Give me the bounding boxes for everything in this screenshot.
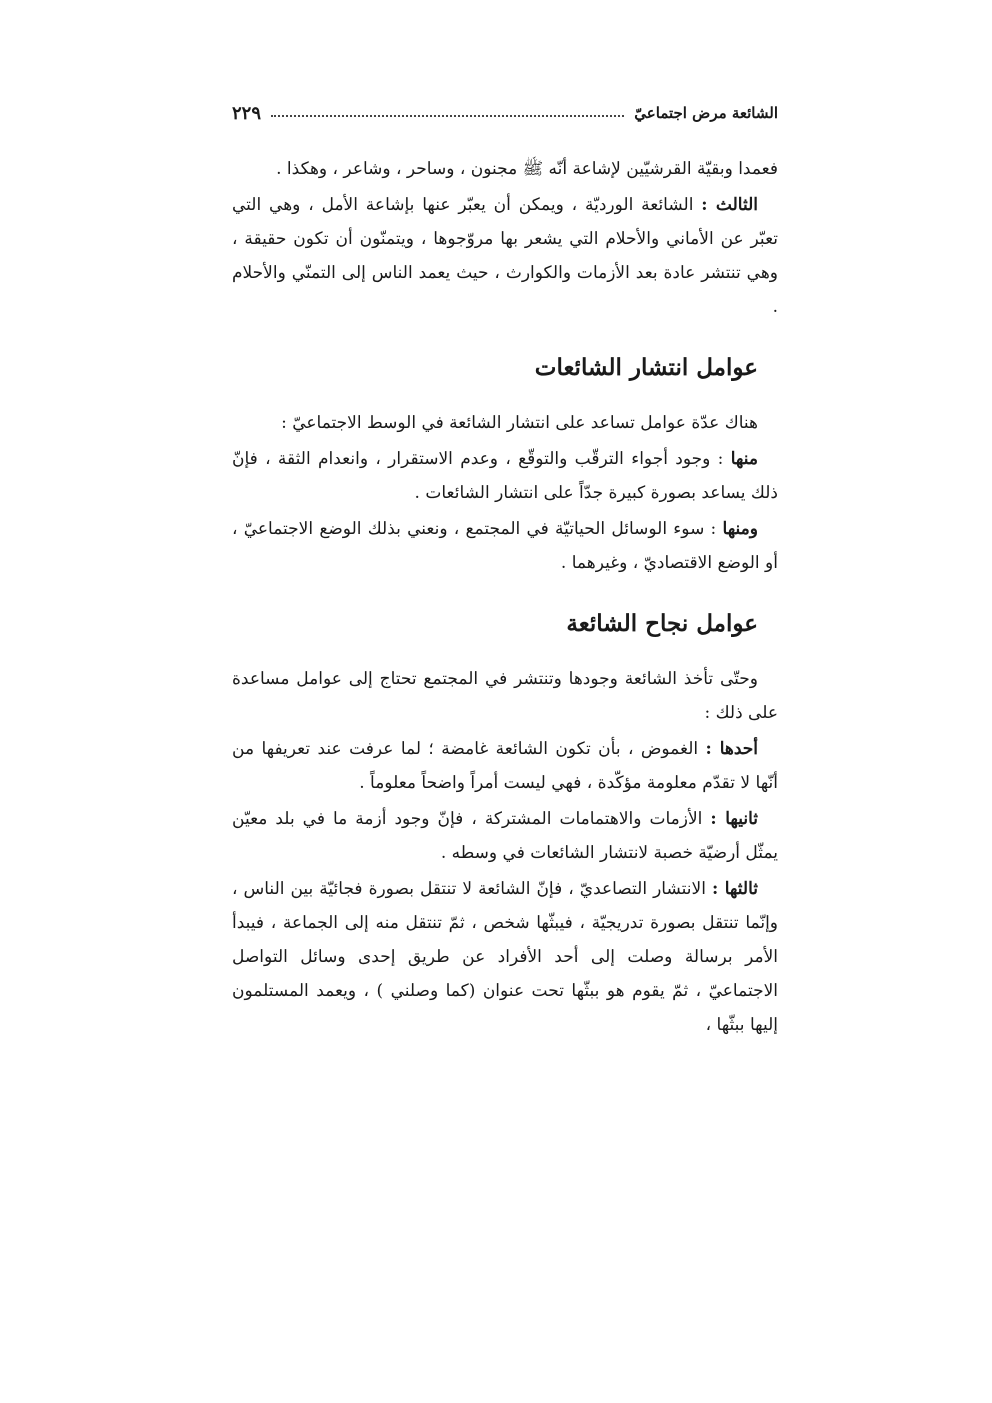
- paragraph-intro: [232, 406, 778, 440]
- paragraph-factor: [232, 512, 778, 580]
- paragraph-factor: [232, 872, 778, 1042]
- paragraph-text: فعمدا وبقيّة القرشيّين لإشاعة أنّه ﷺ مجنون ، وساحر ، وشاعر ، وهكذا .: [276, 159, 778, 179]
- paragraph-factor: [232, 802, 778, 870]
- paragraph-third-type: [232, 188, 778, 324]
- header-dot-leader: [271, 115, 624, 117]
- page: [232, 96, 778, 1044]
- paragraph-intro: [232, 662, 778, 730]
- paragraph-text: الأزمات والاهتمامات المشتركة ، فإنّ وجود أزمة ما في بلد معيّن يمثّل أرضيّة خصبة لانتشار الشائعات في وسطه .: [232, 809, 778, 863]
- paragraph-text: وحتّى تأخذ الشائعة وجودها وتنتشر في المجتمع تحتاج إلى عوامل مساعدة على ذلك :: [232, 669, 778, 723]
- page-number: ٢٢٩: [232, 102, 262, 124]
- paragraph-text: الغموض ، بأن تكون الشائعة غامضة ؛ لما عرفت عند تعريفها من أنّها لا تقدّم معلومة مؤكّدة ، فهي ليست أمراً واضحاً معلوماً .: [232, 739, 778, 793]
- paragraph-text: الشائعة الورديّة ، ويمكن أن يعبّر عنها بإشاعة الأمل ، وهي التي تعبّر عن الأماني والأحلام التي يشعر بها مروّجوها ، ويتمنّون أن تكون حقيقة ، وهي تنتشر عادة بعد الأزمات والكوارث ، حيث يعمد الناس إلى التمنّي والأحلام .: [232, 195, 778, 317]
- section-heading-success-factors: عوامل نجاح الشائعة: [566, 610, 758, 637]
- paragraph-lead: ثانيها :: [710, 809, 758, 829]
- paragraph-factor: [232, 732, 778, 800]
- header-title: الشائعة مرض اجتماعيّ: [634, 104, 778, 122]
- section-heading-spread-factors: عوامل انتشار الشائعات: [534, 354, 758, 381]
- paragraph-continuation: [232, 152, 778, 186]
- paragraph-lead: الثالث :: [701, 195, 758, 215]
- running-header: [232, 96, 778, 130]
- paragraph-lead: ومنها: [722, 519, 758, 539]
- paragraph-text: : وجود أجواء الترقّب والتوقّع ، وعدم الاستقرار ، وانعدام الثقة ، فإنّ ذلك يساعد بصورة كبيرة جدّاً على انتشار الشائعات .: [232, 449, 778, 503]
- paragraph-lead: ثالثها :: [711, 879, 758, 899]
- paragraph-text: الانتشار التصاعديّ ، فإنّ الشائعة لا تنتقل بصورة فجائيّة بين الناس ، وإنّما تنتقل بصورة تدريجيّة ، فيبثّها شخص ، ثمّ تنتقل منه إلى الجماعة ، فيبدأ الأمر برسالة وصلت إلى أحد الأفراد عن طريق إحدى وسائل التواصل الاجتماعيّ ، ثمّ يقوم هو ببثّها تحت عنوان (كما وصلني ) ، ويعمد المستلمون إليها ببثّها ،: [232, 879, 778, 1035]
- paragraph-text: : سوء الوسائل الحياتيّة في المجتمع ، ونعني بذلك الوضع الاجتماعيّ ، أو الوضع الاقتصاديّ ، وغيرهما .: [232, 519, 778, 573]
- body-text: [232, 152, 778, 1042]
- paragraph-text: هناك عدّة عوامل تساعد على انتشار الشائعة في الوسط الاجتماعيّ :: [281, 413, 758, 433]
- paragraph-lead: أحدها :: [705, 739, 759, 759]
- paragraph-lead: منها: [730, 449, 758, 469]
- paragraph-factor: [232, 442, 778, 510]
